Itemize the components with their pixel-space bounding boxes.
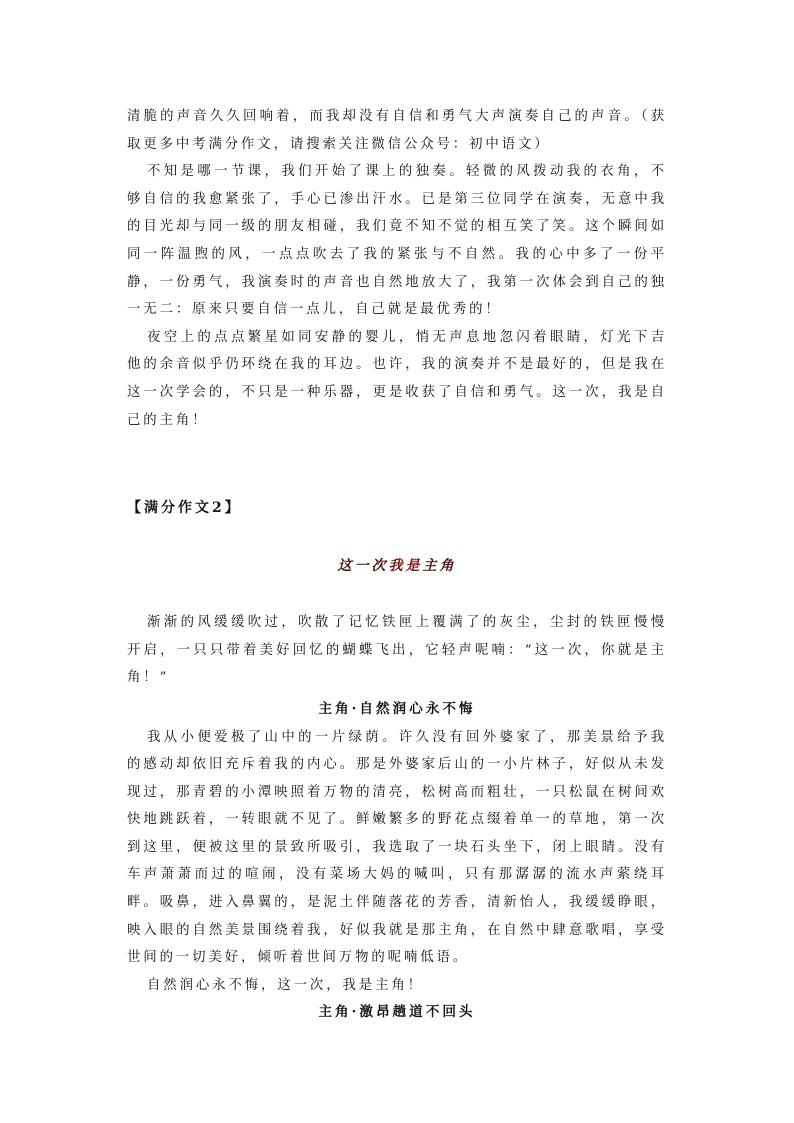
essay-2-label: 【满分作文2】 bbox=[127, 500, 242, 517]
essay-2-paragraph-2: 我从小便爱极了山中的一片绿荫。许久没有回外婆家了，那美景给予我的感动却依旧充斥着我的内心。那是外婆家后山的一小片林子，好似从未发现过，那青碧的小潭映照着万物的清亮，松树高而粗壮，一只松鼠在树间欢快地跳跃着，一转眼就不见了。鲜嫩繁多的野花点缀着单一的草地，第一次到这里，便被这里的景致所吸引，我选取了一块石头坐下，闭上眼睛。没有车声萧萧而过的喧闹，没有菜场大妈的喊叫，只有那潺潺的流水声萦绕耳畔。吸鼻，进入鼻翼的，是泥土伴随落花的芳香，清新怡人，我缓缓睁眼，映入眼的自然美景围绕着我，好似我就是那主角，在自然中肆意歌唱，享受世间的一切美好，倾听着世间万物的呢喃低语。 bbox=[127, 729, 667, 966]
title-part-accent: 我是 bbox=[388, 558, 423, 575]
essay-2-subheading-2: 主角·激昂趟道不回头 bbox=[318, 1004, 476, 1021]
intro-paragraph-1: 清脆的声音久久回响着，而我却没有自信和勇气大声演奏自己的声音。（获取更多中考满分作文，请搜索关注微信公众号：初中语文） bbox=[127, 109, 667, 152]
essay-2-paragraph-3: 自然润心永不悔，这一次，我是主角！ bbox=[147, 977, 424, 993]
essay-2-subheading-1: 主角·自然润心永不悔 bbox=[318, 700, 476, 717]
essay-2-title bbox=[127, 555, 667, 575]
intro-paragraph-2: 不知是哪一节课，我们开始了课上的独奏。轻微的风拨动我的衣角，不够自信的我愈紧张了，手心已渗出汗水。已是第三位同学在演奏，无意中我的目光却与同一级的朋友相碰，我们竟不知不觉的相互笑了笑。这个瞬间如同一阵温煦的风，一点点吹去了我的紧张与不自然。我的心中多了一份平静，一份勇气，我演奏时的声音也自然地放大了，我第一次体会到自己的独一无二：原来只要自信一点儿，自己就是最优秀的！ bbox=[127, 164, 667, 318]
intro-paragraph-3: 夜空上的点点繁星如同安静的婴儿，悄无声息地忽闪着眼睛，灯光下吉他的余音似乎仍环绕在我的耳边。也许，我的演奏并不是最好的，但是我在这一次学会的，不只是一种乐器，更是收获了自信和勇气。这一次，我是自己的主角！ bbox=[127, 329, 667, 428]
document-page bbox=[127, 103, 667, 1027]
essay-2-paragraph-1: 渐渐的风缓缓吹过，吹散了记忆铁匣上覆满了的灰尘，尘封的铁匣慢慢开启，一只只带着美好回忆的蝴蝶飞出，它轻声呢喃：“这一次，你就是主角！” bbox=[127, 615, 667, 686]
title-part-1: 这一次 bbox=[337, 558, 389, 575]
title-part-2: 主角 bbox=[422, 558, 457, 575]
